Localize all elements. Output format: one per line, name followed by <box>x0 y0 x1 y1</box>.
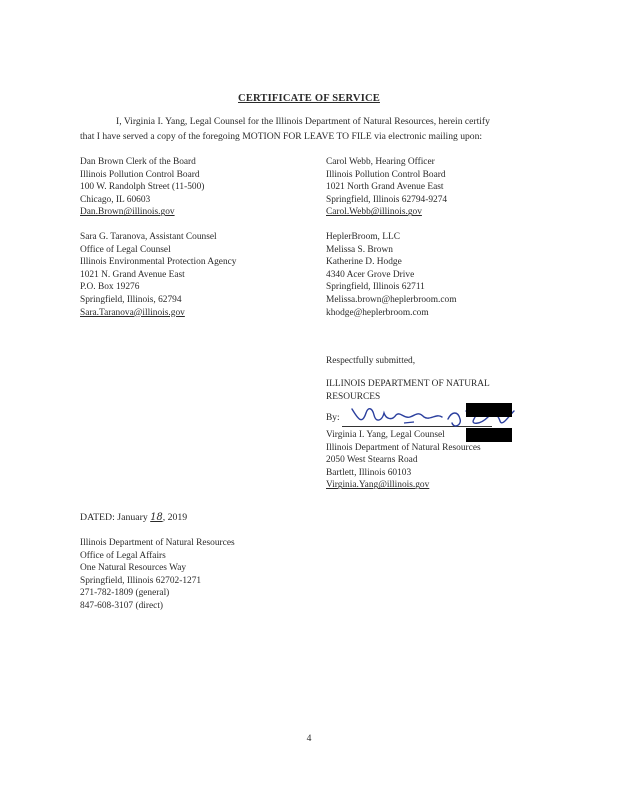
footer-line: 847-608-3107 (direct) <box>80 600 164 611</box>
address-line: HeplerBroom, LLC <box>326 232 400 242</box>
dated-day: 18 <box>150 512 163 523</box>
address-line: 1021 North Grand Avenue East <box>326 182 444 193</box>
intro-line-1: I, Virginia I. Yang, Legal Counsel for the Illinois Department of Natural Resources, herein certify <box>116 116 490 127</box>
address-line: 100 W. Randolph Street (11-500) <box>80 182 205 193</box>
signer-line: Virginia I. Yang, Legal Counsel <box>326 430 445 440</box>
address-line: Springfield, Illinois, 62794 <box>80 294 182 305</box>
email-text: khodge@heplerbroom.com <box>326 307 429 318</box>
address-line: Springfield, Illinois 62711 <box>326 282 425 293</box>
signer-line: Illinois Department of Natural Resources <box>326 442 481 453</box>
redaction-bar <box>466 403 512 417</box>
recipient-carol-webb <box>326 156 447 219</box>
recipient-heplerbroom <box>326 231 456 319</box>
org-line-2: RESOURCES <box>326 391 381 402</box>
page-number: 4 <box>306 733 312 744</box>
address-line: Melissa S. Brown <box>326 244 393 255</box>
signer-line: Bartlett, Illinois 60103 <box>326 467 412 478</box>
document-title: CERTIFICATE OF SERVICE <box>238 93 380 104</box>
email-link[interactable]: Sara.Taranova@illinois.gov <box>80 307 185 318</box>
email-link[interactable]: Carol.Webb@illinois.gov <box>326 207 422 218</box>
email-text: Melissa.brown@heplerbroom.com <box>326 294 457 305</box>
footer-line: Springfield, Illinois 62702-1271 <box>80 575 202 586</box>
dated-month: January <box>117 512 148 523</box>
intro-paragraph <box>80 114 540 144</box>
dated-label: DATED: <box>80 512 115 523</box>
signer-organization <box>326 378 490 403</box>
intro-line-2: that I have served a copy of the foregoing MOTION FOR LEAVE TO FILE via electronic mailing upon: <box>80 131 483 142</box>
footer-line: One Natural Resources Way <box>80 563 187 574</box>
footer-line: 271-782-1809 (general) <box>80 588 170 599</box>
recipient-dan-brown <box>80 156 204 219</box>
footer-address <box>80 537 235 613</box>
address-line: 1021 N. Grand Avenue East <box>80 269 185 280</box>
address-line: Illinois Environmental Protection Agency <box>80 257 237 268</box>
recipient-sara-taranova <box>80 231 236 319</box>
address-line: 4340 Acer Grove Drive <box>326 269 415 280</box>
address-line: Springfield, Illinois 62794-9274 <box>326 194 448 205</box>
signer-details <box>326 429 481 492</box>
address-line: Illinois Pollution Control Board <box>326 169 446 180</box>
dated-year: , 2019 <box>162 512 188 523</box>
email-link[interactable]: Dan.Brown@illinois.gov <box>80 207 175 218</box>
org-line-1: ILLINOIS DEPARTMENT OF NATURAL <box>326 379 490 389</box>
dated-line <box>80 512 187 523</box>
respectfully-submitted: Respectfully submitted, <box>326 356 416 366</box>
email-link[interactable]: Virginia.Yang@illinois.gov <box>326 480 430 491</box>
footer-line: Office of Legal Affairs <box>80 550 166 561</box>
signer-line: 2050 West Stearns Road <box>326 455 418 466</box>
address-line: Katherine D. Hodge <box>326 257 402 268</box>
address-line: Carol Webb, Hearing Officer <box>326 157 435 167</box>
address-line: Dan Brown Clerk of the Board <box>80 157 196 167</box>
address-line: Office of Legal Counsel <box>80 244 171 255</box>
by-label: By: <box>326 413 340 423</box>
address-line: P.O. Box 19276 <box>80 282 140 293</box>
footer-line: Illinois Department of Natural Resources <box>80 538 235 548</box>
address-line: Chicago, IL 60603 <box>80 194 151 205</box>
address-line: Illinois Pollution Control Board <box>80 169 200 180</box>
address-line: Sara G. Taranova, Assistant Counsel <box>80 232 217 242</box>
